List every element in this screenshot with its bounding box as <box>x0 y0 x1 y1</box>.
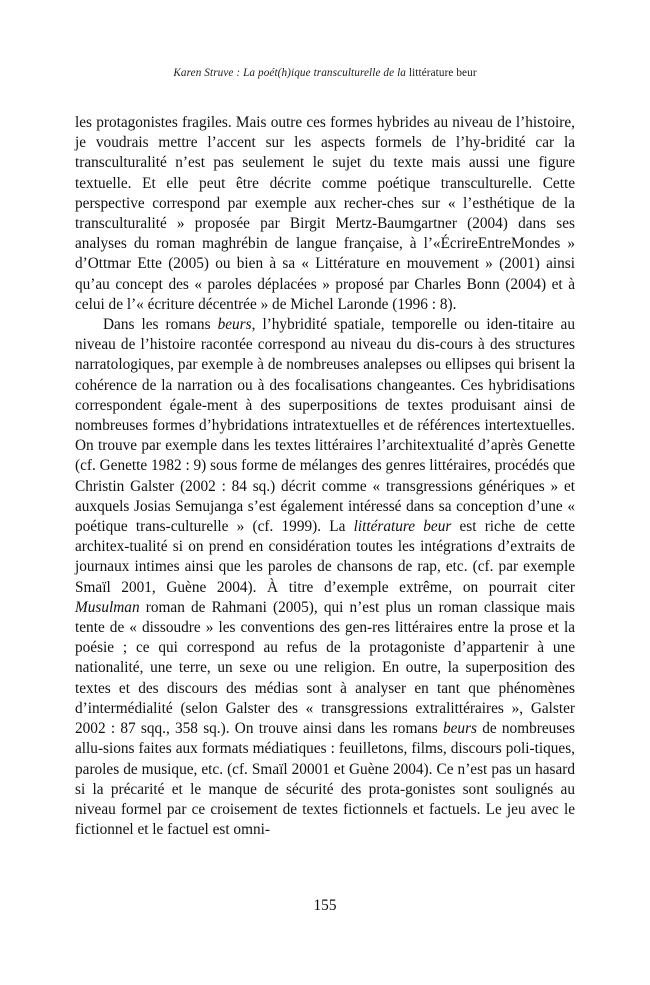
italic-term: littérature beur <box>353 518 452 536</box>
italic-term: Musulman <box>75 598 140 616</box>
running-head-title-roman: littérature beur <box>405 67 477 79</box>
running-head <box>75 66 575 80</box>
page-number: 155 <box>313 897 337 914</box>
text-run: , l’hybridité spatiale, temporelle ou iden-titaire au niveau de l’histoire racontée correspond au niveau du dis-cours à des structures narratologiques, par exemple à de nombreuses analepses ou ellipses qui brisent la cohérence de la narration ou à des focalisations changeantes. Ces hybridisations correspondent égale-ment à des superpositions de textes produisant ainsi de nombreuses formes d’hybridations intratextuelles et de références intertextuelles. On trouve par exemple dans les textes littéraires l’architextualité d’après Genette (cf. Genette 1982 : 9) sous forme de mélanges des genres littéraires, procédés que Christin Galster (2002 : 84 sq.) décrit comme « transgressions génériques » et auxquels Josias Semujanga s’est également intéressé dans sa conception d’une « poétique trans-culturelle » (cf. 1999). La <box>75 316 575 536</box>
text-run: de nombreuses allu-sions faites aux formats médiatiques : feuilletons, films, discours poli-tiques, paroles de musique, etc. (cf. Smaïl 20001 et Guène 2004). Ce n’est pas un hasard si la précarité et le manque de sécurité des prota-gonistes sont soulignés au niveau formel par ce croisement de textes fictionnels et factuels. Le jeu avec le fictionnel et le factuel est omni- <box>75 720 575 839</box>
paragraph-1 <box>75 113 575 315</box>
text-run: roman de Rahmani (2005), qui n’est plus un roman classique mais tente de « dissoudre » les conventions des gen-res littéraires entre la prose et la poésie ; ce qui correspond au refus de la protagoniste d’appartenir à une nationalité, une terre, un sexe ou une religion. En outre, la superposition des textes et des discours des médias sont à analyser en tant que phénomènes d’intermédialité (selon Galster des « transgressions extralittéraires », Galster 2002 : 87 sqq., 358 sq.). On trouve ainsi dans les romans <box>75 598 575 738</box>
italic-term: beurs <box>442 720 477 738</box>
text-run: Dans les romans <box>103 316 218 334</box>
text-run: est riche de cette architex-tualité si on prend en considération toutes les intégrations d’extraits de journaux intimes ainsi que les paroles de chansons de rap, etc. (cf. par exemple Smaïl 2001, Guène 2004). À titre d’exemple extrême, on pourrait citer <box>75 518 576 596</box>
italic-term: beurs <box>217 316 252 334</box>
body-text-block <box>75 113 575 840</box>
paragraph-2 <box>75 315 575 840</box>
running-head-title-italic: Karen Struve : La poét(h)ique transculturelle de la <box>173 67 406 79</box>
text-run: les protagonistes fragiles. Mais outre ces formes hybrides au niveau de l’histoire, je voudrais mettre l’accent sur les aspects formels de l’hy-bridité car la transculturalité n’est pas seulement le sujet du texte mais aussi une figure textuelle. Et elle peut être décrite comme poétique transculturelle. Cette perspective correspond par exemple aux recher-ches sur « l’esthétique de la transculturalité » proposée par Birgit Mertz-Baumgartner (2004) dans ses analyses du roman maghrébin de langue française, à l’«ÉcrireEntreMondes » d’Ottmar Ette (2005) ou bien à sa « Littérature en mouvement » (2001) ainsi qu’au concept des « paroles déplacées » proposé par Charles Bonn (2004) et à celui de l’« écriture décentrée » de Michel Laronde (1996 : 8). <box>75 114 575 313</box>
